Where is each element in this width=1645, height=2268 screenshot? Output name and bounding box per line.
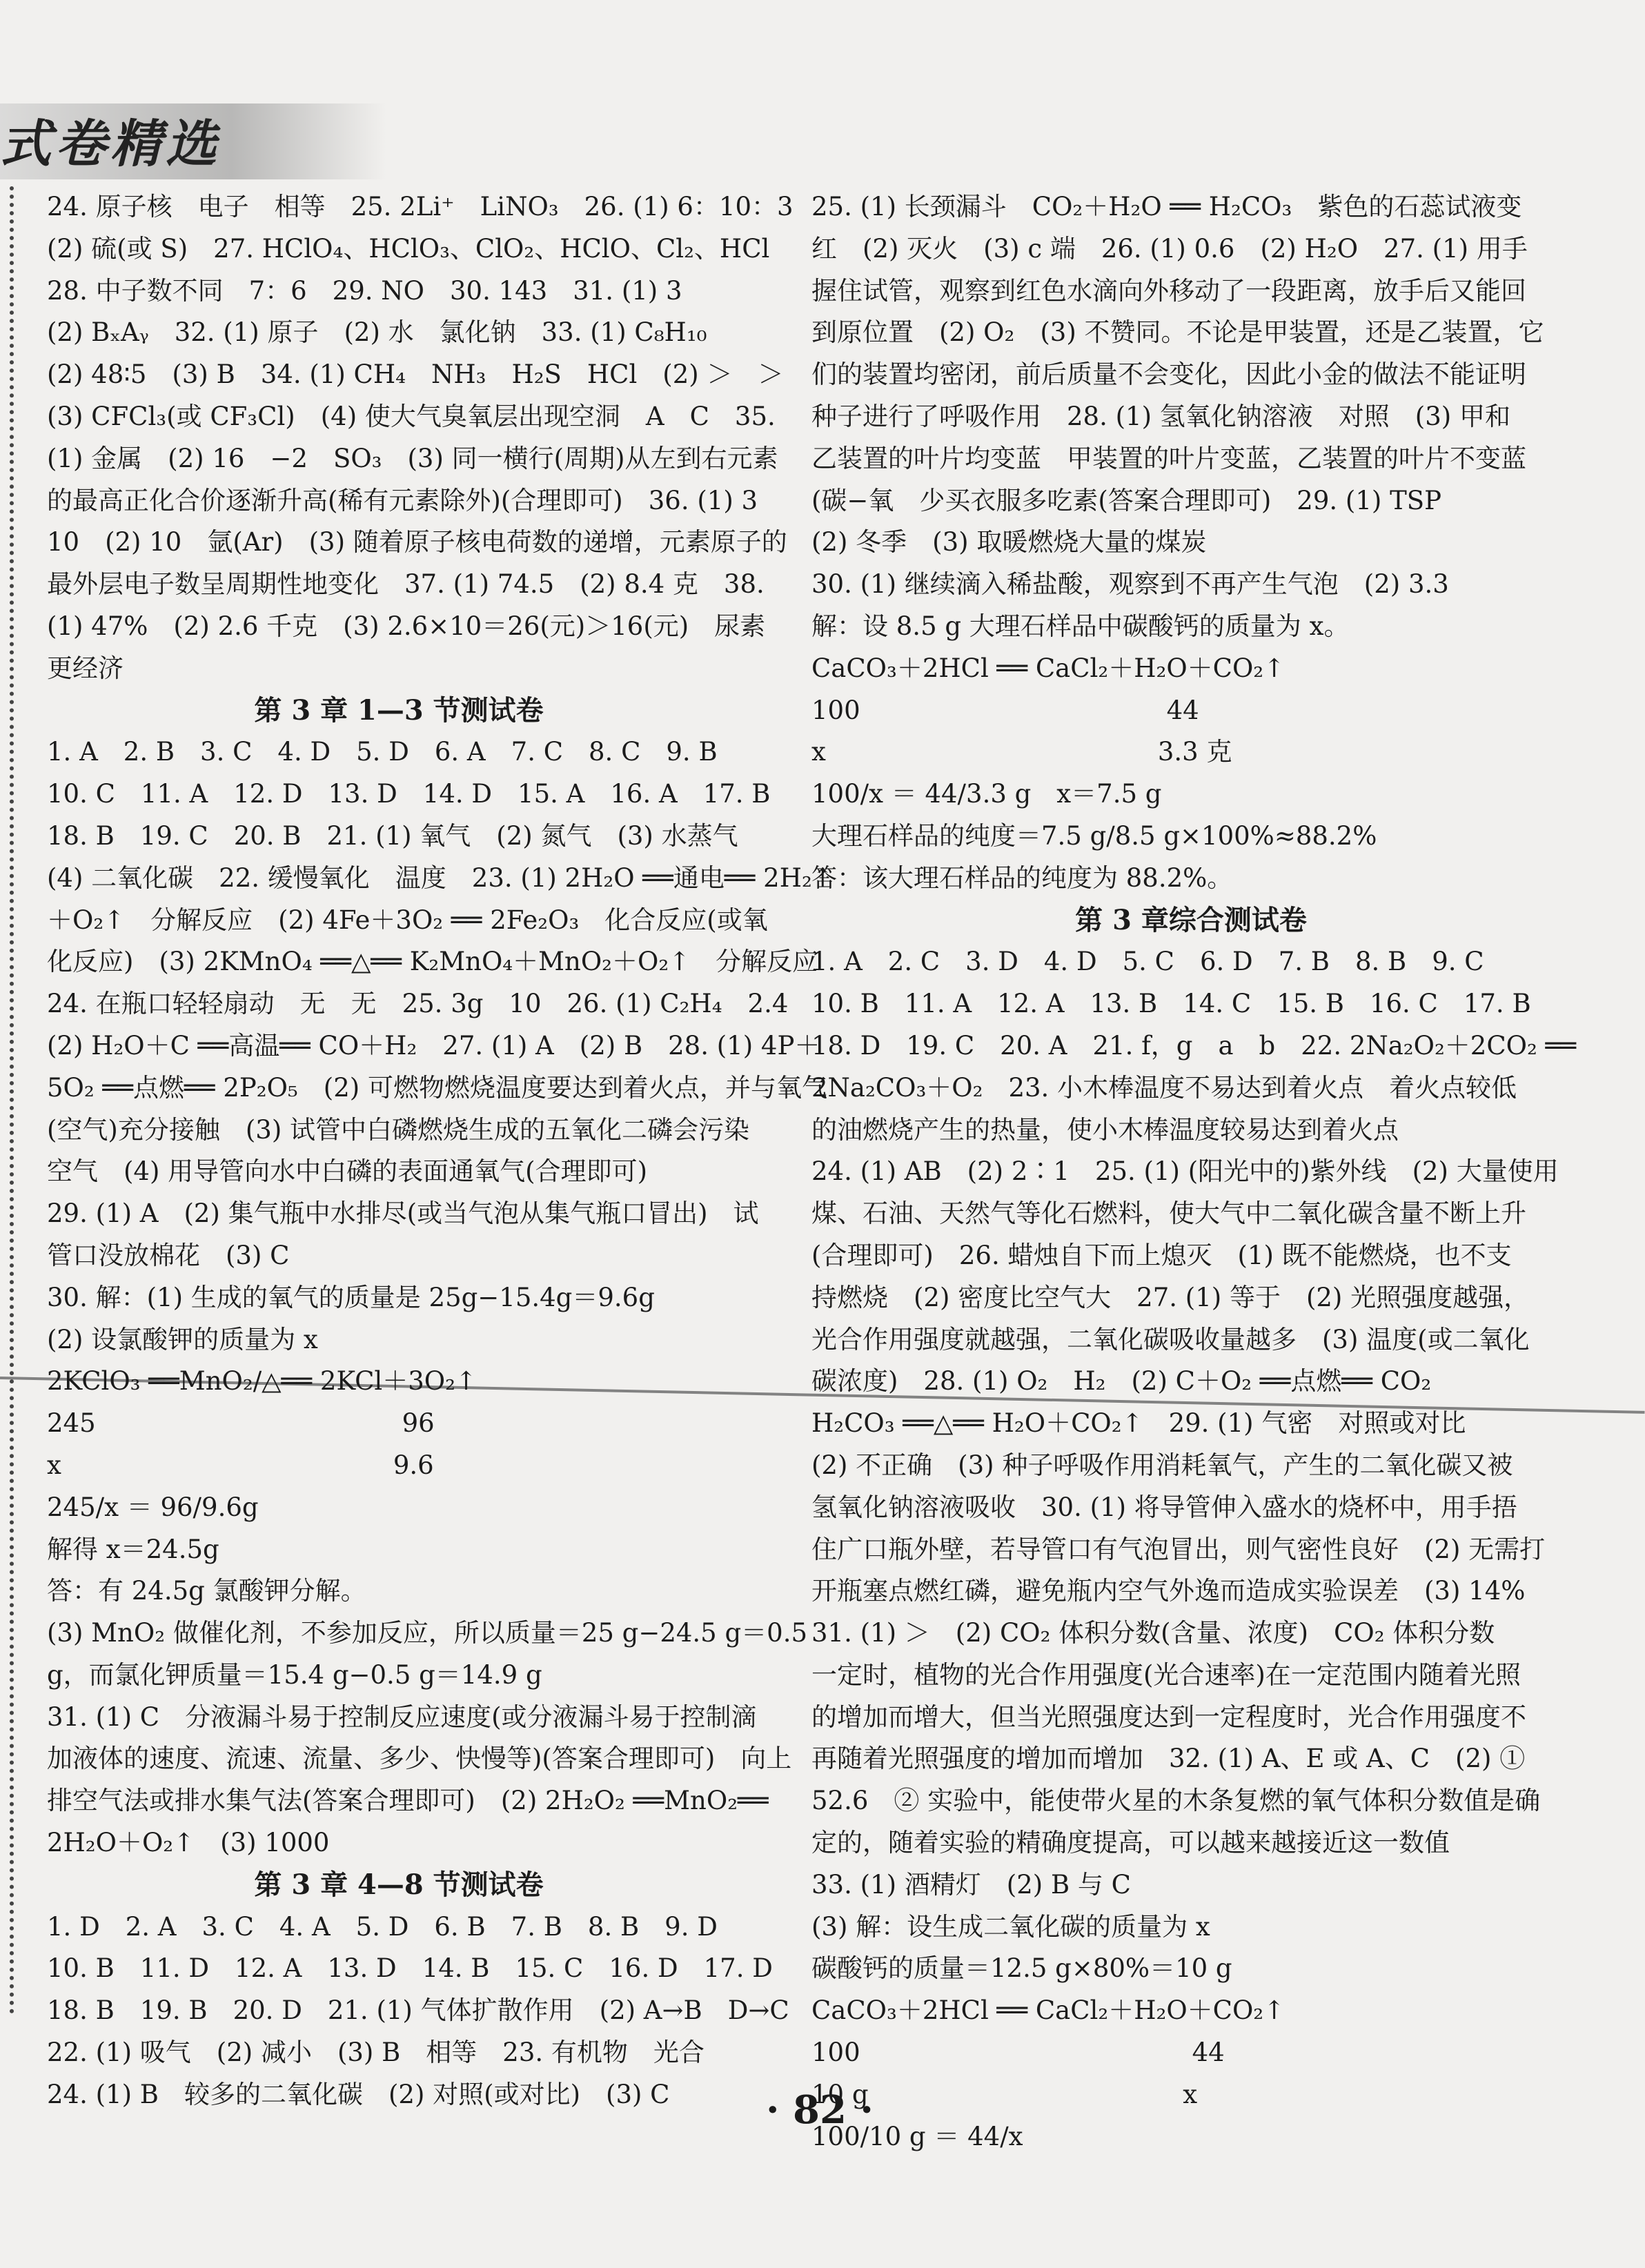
answer-line: 2KClO₃ ══MnO₂/△══ 2KCl＋3O₂↑ bbox=[47, 1366, 477, 1397]
answer-line: 1. A 2. B 3. C 4. D 5. D 6. A 7. C 8. C 9. B bbox=[47, 737, 718, 767]
answer-line: (合理即可) 26. 蜡烛自下而上熄灭 (1) 既不能燃烧，也不支 bbox=[811, 1240, 1512, 1270]
answer-line: 2Na₂CO₃＋O₂ 23. 小木棒温度不易达到着火点 着火点较低 bbox=[811, 1072, 1517, 1103]
answer-line: 18. B 19. C 20. B 21. (1) 氧气 (2) 氮气 (3) 水蒸气 bbox=[47, 820, 738, 851]
answer-line: 持燃烧 (2) 密度比空气大 27. (1) 等于 (2) 光照强度越强， bbox=[811, 1282, 1530, 1312]
answer-line: 定的，随着实验的精确度提高，可以越来越接近这一数值 bbox=[811, 1828, 1450, 1858]
answer-line: CaCO₃＋2HCl ══ CaCl₂＋H₂O＋CO₂↑ bbox=[811, 653, 1286, 683]
answer-line: g，而氯化钾质量＝15.4 g−0.5 g＝14.9 g bbox=[47, 1659, 542, 1690]
answer-line: (2) BₓAᵧ 32. (1) 原子 (2) 水 氯化钠 33. (1) C₈H₁₀ bbox=[47, 317, 707, 348]
answer-line: 解得 x＝24.5g bbox=[47, 1534, 219, 1564]
answer-line: 的增加而增大，但当光照强度达到一定程度时，光合作用强度不 bbox=[811, 1702, 1526, 1732]
answer-line: (2) 48∶5 (3) B 34. (1) CH₄ NH₃ H₂S HCl (2) ＞ ＞ bbox=[47, 359, 784, 390]
answer-line: (3) MnO₂ 做催化剂，不参加反应，所以质量＝25 g−24.5 g＝0.5 bbox=[47, 1618, 808, 1648]
section-heading: 第 3 章 1—3 节测试卷 bbox=[254, 693, 544, 727]
answer-line: 碳浓度) 28. (1) O₂ H₂ (2) C＋O₂ ══点燃══ CO₂ bbox=[811, 1366, 1432, 1397]
answer-line: 煤、石油、天然气等化石燃料，使大气中二氧化碳含量不断上升 bbox=[811, 1199, 1526, 1229]
answer-line: 10. B 11. A 12. A 13. B 14. C 15. B 16. C 17. B bbox=[811, 989, 1531, 1019]
answer-line: 加液体的速度、流速、流量、多少、快慢等)(答案合理即可) 向上 bbox=[47, 1744, 792, 1774]
answer-line: 28. 中子数不同 7：6 29. NO 30. 143 31. (1) 3 bbox=[47, 275, 682, 306]
answer-line: 答：该大理石样品的纯度为 88.2%。 bbox=[811, 862, 1233, 893]
answer-line: 1. A 2. C 3. D 4. D 5. C 6. D 7. B 8. B 9. C bbox=[811, 947, 1484, 977]
answer-line: (2) 硫(或 S) 27. HClO₄、HClO₃、ClO₂、HClO、Cl₂、HCl bbox=[47, 233, 770, 264]
section-heading: 第 3 章 4—8 节测试卷 bbox=[254, 1868, 544, 1901]
answer-line: 最外层电子数呈周期性地变化 37. (1) 74.5 (2) 8.4 克 38. bbox=[47, 569, 765, 600]
answer-line: (2) 设氯酸钾的质量为 x bbox=[47, 1324, 318, 1354]
answer-line: 22. (1) 吸气 (2) 减小 (3) B 相等 23. 有机物 光合 bbox=[47, 2038, 705, 2068]
answer-line: 10. C 11. A 12. D 13. D 14. D 15. A 16. A 17. B bbox=[47, 779, 771, 809]
answer-line: 100/10 g ＝ 44/x bbox=[811, 2121, 1023, 2151]
answer-line: 排空气法或排水集气法(答案合理即可) (2) 2H₂O₂ ══MnO₂══ bbox=[47, 1786, 769, 1816]
answer-line: 到原位置 (2) O₂ (3) 不赞同。不论是甲装置，还是乙装置，它 bbox=[811, 317, 1544, 348]
answer-line: 31. (1) C 分液漏斗易于控制反应速度(或分液漏斗易于控制滴 bbox=[47, 1702, 757, 1732]
answer-line: x 9.6 bbox=[47, 1450, 434, 1480]
answer-line: 5O₂ ══点燃══ 2P₂O₅ (2) 可燃物燃烧温度要达到着火点，并与氧气 bbox=[47, 1072, 827, 1103]
left-column bbox=[47, 186, 834, 2116]
answer-line: 25. (1) 长颈漏斗 CO₂＋H₂O ══ H₂CO₃ 紫色的石蕊试液变 bbox=[811, 192, 1522, 221]
answer-line: 52.6 ② 实验中，能使带火星的木条复燃的氧气体积分数值是确 bbox=[811, 1786, 1541, 1816]
answer-line: H₂CO₃ ══△══ H₂O＋CO₂↑ 29. (1) 气密 对照或对比 bbox=[811, 1408, 1466, 1439]
answer-line: 29. (1) A (2) 集气瓶中水排尽(或当气泡从集气瓶口冒出) 试 bbox=[47, 1199, 759, 1229]
answer-line: 光合作用强度就越强，二氧化碳吸收量越多 (3) 温度(或二氧化 bbox=[811, 1324, 1530, 1354]
answer-line: 碳酸钙的质量＝12.5 g×80%＝10 g bbox=[811, 1953, 1232, 1984]
answer-line: 24. 原子核 电子 相等 25. 2Li⁺ LiNO₃ 26. (1) 6：10：3 bbox=[47, 192, 794, 221]
answer-line: 氢氧化钠溶液吸收 30. (1) 将导管伸入盛水的烧杯中，用手捂 bbox=[811, 1492, 1517, 1522]
answer-line: 24. (1) B 较多的二氧化碳 (2) 对照(或对比) (3) C bbox=[47, 2079, 670, 2109]
answer-line: (2) 冬季 (3) 取暖燃烧大量的煤炭 bbox=[811, 527, 1207, 558]
binding-dotted-line bbox=[10, 186, 14, 2015]
answer-line: 握住试管，观察到红色水滴向外移动了一段距离，放手后又能回 bbox=[811, 275, 1526, 306]
page-number: · 82 · bbox=[766, 2087, 874, 2133]
answer-line: 解：设 8.5 g 大理石样品中碳酸钙的质量为 x。 bbox=[811, 611, 1350, 641]
answer-line: (2) 不正确 (3) 种子呼吸作用消耗氧气，产生的二氧化碳又被 bbox=[811, 1450, 1513, 1480]
answer-line: 33. (1) 酒精灯 (2) B 与 C bbox=[811, 1869, 1131, 1900]
answer-line: ＋O₂↑ 分解反应 (2) 4Fe＋3O₂ ══ 2Fe₂O₃ 化合反应(或氧 bbox=[47, 905, 768, 935]
answer-line: (4) 二氧化碳 22. 缓慢氧化 温度 23. (1) 2H₂O ══通电══ 2H₂↑ bbox=[47, 862, 834, 893]
answer-line: (1) 金属 (2) 16 −2 SO₃ (3) 同一横行(周期)从左到右元素 bbox=[47, 443, 778, 473]
answer-line: 30. 解：(1) 生成的氧气的质量是 25g−15.4g＝9.6g bbox=[47, 1282, 655, 1312]
answer-line: 31. (1) ＞ (2) CO₂ 体积分数(含量、浓度) CO₂ 体积分数 bbox=[811, 1618, 1495, 1648]
answer-line: x 3.3 克 bbox=[811, 737, 1232, 767]
answer-line: (空气)充分接触 (3) 试管中白磷燃烧生成的五氧化二磷会污染 bbox=[47, 1114, 750, 1145]
answer-line: 24. 在瓶口轻轻扇动 无 无 25. 3g 10 26. (1) C₂H₄ 2.4 bbox=[47, 989, 789, 1019]
answer-line: 们的装置均密闭，前后质量不会变化，因此小金的做法不能证明 bbox=[811, 359, 1526, 390]
answer-line: 10 g x bbox=[811, 2079, 1198, 2109]
answer-line: (碳−氧 少买衣服多吃素(答案合理即可) 29. (1) TSP bbox=[811, 485, 1442, 515]
answer-line: 大理石样品的纯度＝7.5 g/8.5 g×100%≈88.2% bbox=[811, 820, 1377, 851]
answer-line: 30. (1) 继续滴入稀盐酸，观察到不再产生气泡 (2) 3.3 bbox=[811, 569, 1449, 600]
answer-line: 化反应) (3) 2KMnO₄ ══△══ K₂MnO₄＋MnO₂＋O₂↑ 分解反应 bbox=[47, 947, 818, 977]
answer-line: 的最高正化合价逐渐升高(稀有元素除外)(合理即可) 36. (1) 3 bbox=[47, 485, 758, 515]
answer-line: 100/x ＝ 44/3.3 g x＝7.5 g bbox=[811, 779, 1162, 809]
answer-line: 种子进行了呼吸作用 28. (1) 氢氧化钠溶液 对照 (3) 甲和 bbox=[811, 401, 1510, 431]
answer-line: 18. D 19. C 20. A 21. f，g a b 22. 2Na₂O₂＋2CO₂ ══ bbox=[811, 1030, 1577, 1061]
answer-line: 24. (1) AB (2) 2∶1 25. (1) (阳光中的)紫外线 (2) 大量使用 bbox=[811, 1156, 1559, 1187]
answer-line: 管口没放棉花 (3) C bbox=[47, 1240, 290, 1270]
answer-line: 245 96 bbox=[47, 1408, 435, 1439]
answer-line: 答：有 24.5g 氯酸钾分解。 bbox=[47, 1576, 366, 1606]
answer-line: 开瓶塞点燃红磷，避免瓶内空气外逸而造成实验误差 (3) 14% bbox=[811, 1576, 1526, 1606]
answer-line: 更经济 bbox=[47, 653, 124, 683]
answer-line: 2H₂O＋O₂↑ (3) 1000 bbox=[47, 1828, 330, 1858]
answer-line: (3) CFCl₃(或 CF₃Cl) (4) 使大气臭氧层出现空洞 A C 35. bbox=[47, 401, 776, 431]
answer-line: 红 (2) 灭火 (3) c 端 26. (1) 0.6 (2) H₂O 27. (1) 用手 bbox=[811, 233, 1528, 264]
answer-line: 10. B 11. D 12. A 13. D 14. B 15. C 16. D 17. D bbox=[47, 1953, 773, 1984]
answer-line: 一定时，植物的光合作用强度(光合速率)在一定范围内随着光照 bbox=[811, 1659, 1521, 1690]
answer-line: 100 44 bbox=[811, 695, 1199, 725]
answer-line: 10 (2) 10 氩(Ar) (3) 随着原子核电荷数的递增，元素原子的 bbox=[47, 527, 787, 558]
answer-line: 245/x ＝ 96/9.6g bbox=[47, 1492, 259, 1522]
answer-line: 的油燃烧产生的热量，使小木棒温度较易达到着火点 bbox=[811, 1114, 1399, 1145]
answer-line: (1) 47% (2) 2.6 千克 (3) 2.6×10＝26(元)＞16(元) 尿素 bbox=[47, 611, 766, 641]
answer-line: CaCO₃＋2HCl ══ CaCl₂＋H₂O＋CO₂↑ bbox=[811, 1995, 1286, 2026]
right-column bbox=[811, 186, 1577, 2158]
answer-line: 1. D 2. A 3. C 4. A 5. D 6. B 7. B 8. B 9. D bbox=[47, 1911, 718, 1942]
answer-line: (2) H₂O＋C ══高温══ CO＋H₂ 27. (1) A (2) B 28. (1) 4P＋ bbox=[47, 1030, 820, 1061]
answer-line: 再随着光照强度的增加而增加 32. (1) A、E 或 A、C (2) ① bbox=[811, 1744, 1526, 1774]
answer-line: 空气 (4) 用导管向水中白磷的表面通氧气(合理即可) bbox=[47, 1156, 648, 1187]
answer-line: 100 44 bbox=[811, 2038, 1225, 2068]
answer-line: 乙装置的叶片均变蓝 甲装置的叶片变蓝，乙装置的叶片不变蓝 bbox=[811, 443, 1526, 473]
section-heading: 第 3 章综合测试卷 bbox=[1075, 903, 1307, 936]
answer-line: 18. B 19. B 20. D 21. (1) 气体扩散作用 (2) A→B D→C bbox=[47, 1995, 789, 2026]
header-brand: 式卷精选 bbox=[0, 115, 221, 174]
answer-line: (3) 解：设生成二氧化碳的质量为 x bbox=[811, 1911, 1210, 1942]
answer-line: 住广口瓶外壁，若导管口有气泡冒出，则气密性良好 (2) 无需打 bbox=[811, 1534, 1546, 1564]
